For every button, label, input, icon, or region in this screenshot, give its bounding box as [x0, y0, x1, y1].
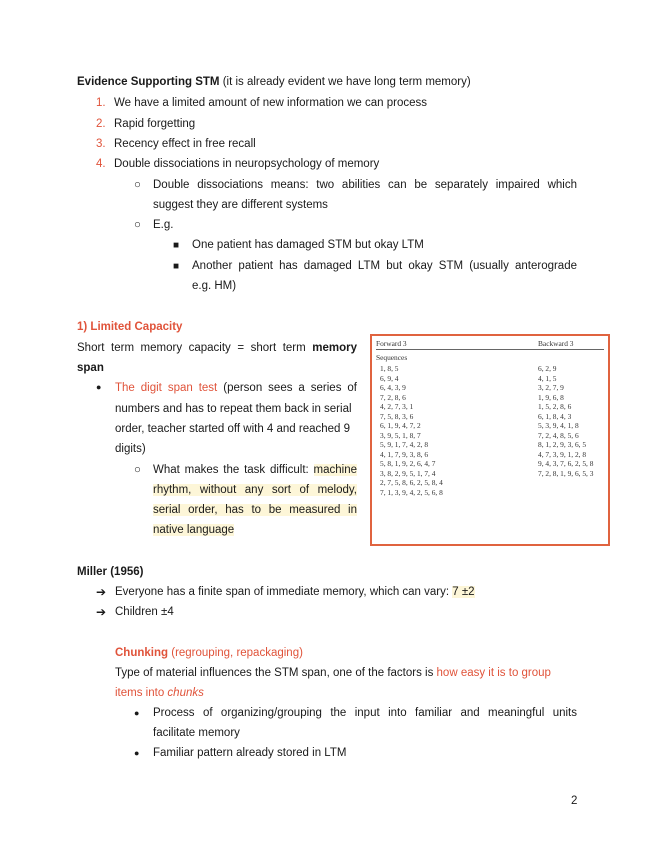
forward-sequence-row: 6, 1, 9, 4, 7, 2	[380, 421, 421, 430]
sequences-label: Sequences	[376, 353, 408, 362]
figure-divider	[376, 349, 604, 350]
digit-span-l4: digits)	[115, 443, 146, 455]
digit-span-line1	[115, 382, 357, 394]
backward-sequence-row: 6, 2, 9	[538, 364, 557, 373]
circle-bullet-icon: ○	[134, 219, 141, 231]
list-text: Recency effect in free recall	[114, 138, 256, 150]
patient2-line2: e.g. HM)	[192, 280, 237, 292]
chunking-b1-line1: Process of organizing/grouping the input into familiar and meaningful units	[153, 707, 577, 719]
list-number: 4.	[96, 158, 106, 170]
miller-span: 7 ±2	[452, 586, 475, 598]
backward-sequence-row: 8, 1, 2, 9, 3, 6, 5	[538, 440, 587, 449]
digit-span-test: The digit span test	[115, 382, 218, 394]
capacity-def-c: span	[77, 362, 104, 374]
dot-bullet-icon: ●	[134, 708, 140, 718]
dd-definition-line2: suggest they are different systems	[153, 199, 328, 211]
backward-sequence-row: 6, 1, 8, 4, 3	[538, 411, 572, 421]
backward-sequence-row: 1, 9, 6, 8	[538, 392, 564, 402]
backward-header: Backward 3	[538, 339, 574, 348]
list-number: 3.	[96, 138, 106, 150]
forward-sequence-row: 6, 9, 4	[380, 373, 399, 383]
miller-line2: Children ±4	[115, 606, 174, 618]
forward-sequences	[380, 364, 443, 497]
square-bullet-icon: ■	[173, 240, 180, 251]
patient1-text: One patient has damaged STM but okay LTM	[192, 239, 424, 251]
forward-sequence-row: 4, 2, 7, 3, 1	[380, 402, 414, 411]
backward-sequences	[538, 364, 593, 478]
forward-header: Forward 3	[376, 339, 407, 348]
digit-span-l3: order, teacher started off with 4 and reached 9	[115, 423, 351, 435]
list-item	[96, 158, 380, 170]
chunking-line2	[115, 687, 204, 699]
chunking-line2-b: chunks	[167, 687, 204, 699]
forward-sequence-row: 7, 1, 3, 9, 4, 2, 5, 6, 8	[380, 487, 443, 497]
list-item	[96, 97, 427, 109]
difficulty-lead: What makes the task difficult:	[153, 464, 309, 476]
backward-sequence-row: 4, 7, 3, 9, 1, 2, 8	[538, 449, 587, 459]
difficulty-l4: native language	[153, 524, 235, 536]
chunking-line1-b: how easy it is to group	[436, 667, 551, 679]
backward-sequence-row: 5, 3, 9, 4, 1, 8	[538, 421, 579, 430]
chunking-line2-a: items into	[115, 687, 165, 699]
list-number: 1.	[96, 97, 106, 109]
capacity-def-b: memory	[312, 342, 357, 354]
forward-sequence-row: 5, 8, 1, 9, 2, 6, 4, 7	[380, 459, 436, 468]
digit-span-l2: numbers and has to repeat them back in serial	[115, 403, 352, 415]
forward-sequence-row: 7, 5, 8, 3, 6	[380, 411, 414, 421]
list-item	[96, 138, 256, 150]
section-heading	[77, 76, 471, 88]
difficulty-line3	[153, 504, 357, 516]
forward-sequence-row: 1, 8, 5	[380, 364, 399, 373]
limited-capacity-heading: 1) Limited Capacity	[77, 321, 183, 333]
digit-span-figure	[370, 334, 610, 546]
heading-note: (it is already evident we have long term memory)	[222, 76, 471, 88]
backward-sequence-row: 7, 2, 4, 8, 5, 6	[538, 430, 579, 440]
list-text: Double dissociations in neuropsychology of memory	[114, 158, 380, 170]
backward-sequence-row: 3, 2, 7, 9	[538, 383, 564, 392]
heading-title: Evidence Supporting STM	[77, 76, 220, 88]
arrow-bullet-icon: ➔	[96, 585, 107, 599]
list-item	[96, 118, 196, 130]
forward-sequence-row: 2, 7, 5, 8, 6, 2, 5, 8, 4	[380, 478, 443, 487]
circle-bullet-icon: ○	[134, 464, 141, 476]
forward-sequence-row: 6, 4, 3, 9	[380, 383, 406, 392]
dot-bullet-icon: ●	[96, 382, 102, 392]
difficulty-l3: serial order, has to be measured in	[153, 504, 357, 516]
difficulty-line4	[153, 524, 234, 536]
dot-bullet-icon: ●	[134, 748, 140, 758]
backward-sequence-row: 7, 2, 8, 1, 9, 6, 5, 3	[538, 468, 594, 478]
eg-label: E.g.	[153, 219, 174, 231]
forward-sequence-row: 4, 1, 7, 9, 3, 8, 6	[380, 449, 429, 459]
forward-sequence-row: 3, 9, 5, 1, 8, 7	[380, 430, 421, 440]
arrow-bullet-icon: ➔	[96, 605, 107, 619]
chunking-line1-a: Type of material influences the STM span, one of the factors is	[115, 667, 434, 679]
chunking-b2: Familiar pattern already stored in LTM	[153, 747, 347, 759]
miller-line1	[115, 586, 475, 598]
dd-definition-line1: Double dissociations means: two abilities can be separately impaired which	[153, 179, 577, 191]
chunking-b1-line2: facilitate memory	[153, 727, 240, 739]
backward-sequence-row: 1, 5, 2, 8, 6	[538, 402, 572, 411]
digit-span-l1: (person sees a series of	[223, 382, 357, 394]
chunking-title: Chunking	[115, 647, 169, 659]
difficulty-l1: machine	[313, 464, 357, 476]
page-number: 2	[571, 795, 578, 807]
list-text: We have a limited amount of new information we can process	[114, 97, 427, 109]
chunking-heading	[115, 647, 303, 659]
chunking-line1	[115, 667, 551, 679]
capacity-def-a: Short term memory capacity = short term	[77, 342, 306, 354]
backward-sequence-row: 4, 1, 5	[538, 373, 557, 383]
backward-sequence-row: 9, 4, 3, 7, 6, 2, 5, 8	[538, 459, 594, 468]
difficulty-line1	[153, 464, 357, 476]
chunking-sub: (regrouping, repackaging)	[171, 647, 303, 659]
miller-line1-text: Everyone has a finite span of immediate memory, which can vary:	[115, 586, 450, 598]
miller-heading: Miller (1956)	[77, 566, 144, 578]
capacity-definition	[77, 342, 357, 354]
forward-sequence-row: 3, 8, 2, 9, 5, 1, 7, 4	[380, 468, 436, 478]
forward-sequence-row: 7, 2, 8, 6	[380, 392, 406, 402]
difficulty-l2: rhythm, without any sort of melody,	[153, 484, 357, 496]
difficulty-line2	[153, 484, 357, 496]
list-text: Rapid forgetting	[114, 118, 196, 130]
circle-bullet-icon: ○	[134, 179, 141, 191]
patient2-line1: Another patient has damaged LTM but okay STM (usually anterograde	[192, 260, 577, 272]
list-number: 2.	[96, 118, 106, 130]
forward-sequence-row: 5, 9, 1, 7, 4, 2, 8	[380, 440, 429, 449]
square-bullet-icon: ■	[173, 261, 180, 272]
